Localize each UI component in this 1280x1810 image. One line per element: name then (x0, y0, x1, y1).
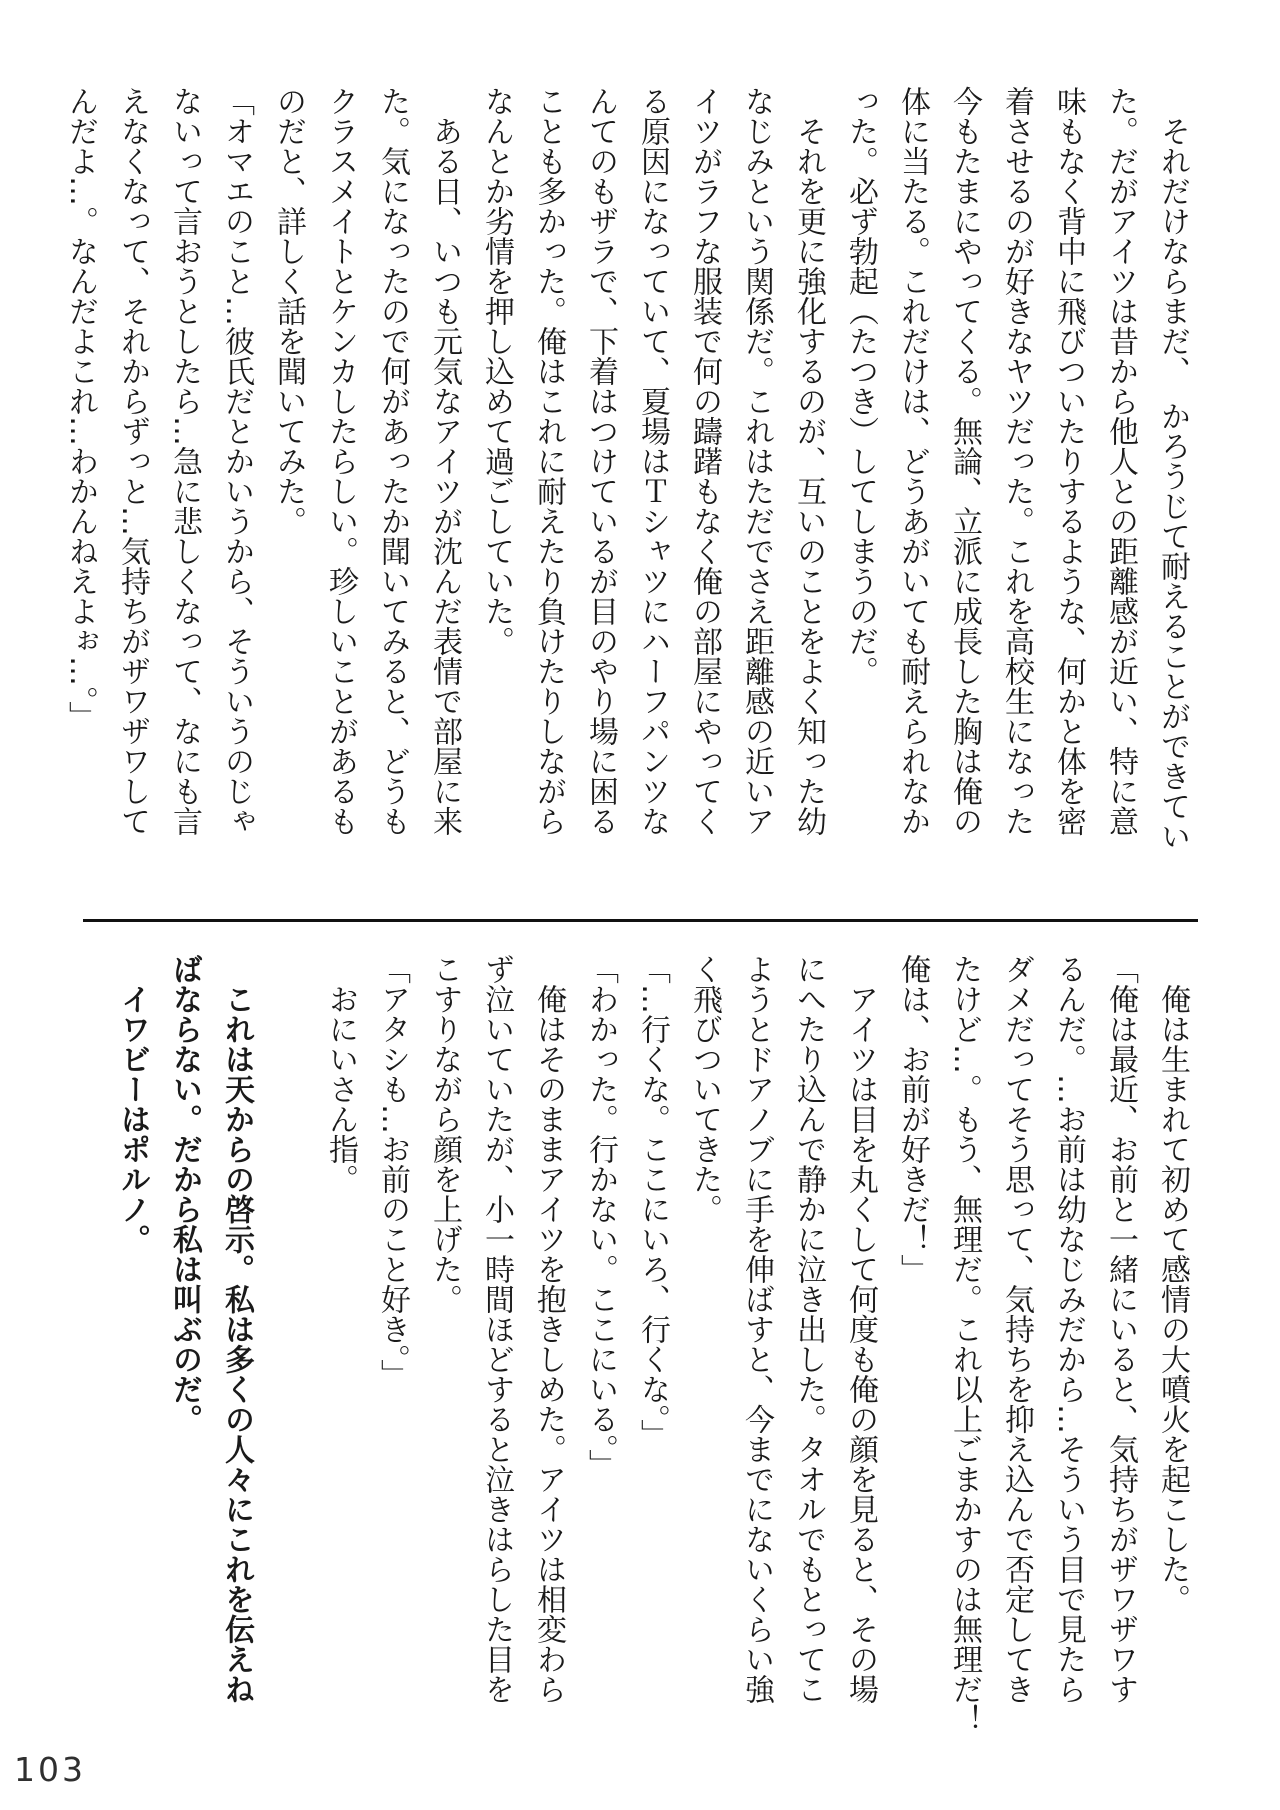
text-column: アイツは目を丸くして何度も俺の顔を見ると、その場 (843, 984, 878, 1704)
top-story-text-block (54, 86, 1198, 872)
text-column: 「アタシも…お前のこと好き。」 (375, 954, 410, 1389)
column-spacer (262, 954, 314, 964)
text-column: る原因になっていて、夏場はＴシャツにハーフパンツな (635, 86, 670, 836)
text-column: 今もたまにやってくる。無論、立派に成長した胸は俺の (947, 86, 982, 836)
text-column: 俺は生まれて初めて感情の大噴火を起こした。 (1155, 984, 1190, 1614)
text-column: 体に当たる。これだけは、どうあがいても耐えられなか (895, 86, 930, 836)
text-column: たけど…。もう、無理だ。これ以上ごまかすのは無理だ！ (947, 954, 982, 1734)
text-column: ないって言おうとしたら…急に悲しくなって、なにも言 (167, 86, 202, 836)
text-column: なんとか劣情を押し込めて過ごしていた。 (479, 86, 514, 656)
text-column: それを更に強化するのが、互いのことをよく知った幼 (791, 116, 826, 836)
text-column: にへたり込んで静かに泣き出した。タオルでもとってこ (791, 954, 826, 1704)
text-column: えなくなって、それからずっと…気持ちがザワザワして (115, 86, 150, 836)
text-column: 「わかった。行かない。ここにいる。」 (583, 954, 618, 1479)
text-column: 「…行くな。ここにいろ、行くな。」 (635, 954, 670, 1449)
text-column: く飛びついてきた。 (687, 954, 722, 1224)
text-column: これは天からの啓示。私は多くの人々にこれを伝えね (219, 984, 254, 1704)
text-column: ことも多かった。俺はこれに耐えたり負けたりしながら (531, 86, 566, 836)
page-number: 103 (14, 1750, 86, 1789)
text-column: ある日、いつも元気なアイツが沈んだ表情で部屋に来 (427, 116, 462, 836)
text-column: 「オマエのこと…彼氏だとかいうから、そういうのじゃ (219, 86, 254, 836)
text-column: るんだ。…お前は幼なじみだから…そういう目で見たら (1051, 954, 1086, 1704)
text-column: イワビーはポルノ。 (115, 984, 150, 1254)
text-column: 俺はそのままアイツを抱きしめた。アイツは相変わら (531, 984, 566, 1704)
text-column: 味もなく背中に飛びついたりするような、何かと体を密 (1051, 86, 1086, 836)
text-column: イツがラフな服装で何の躊躇もなく俺の部屋にやってく (687, 86, 722, 836)
text-column: った。必ず勃起（たつき）してしまうのだ。 (843, 86, 878, 686)
text-column: クラスメイトとケンカしたらしい。珍しいことがあるも (323, 86, 358, 836)
text-column: 俺は、お前が好きだ！」 (895, 954, 930, 1284)
text-column: んてのもザラで、下着はつけているが目のやり場に困る (583, 86, 618, 836)
text-column: ず泣いていたが、小一時間ほどすると泣きはらした目を (479, 954, 514, 1704)
text-column: ようとドアノブに手を伸ばすと、今までにないくらい強 (739, 954, 774, 1704)
text-column: なじみという関係だ。これはただでさえ距離感の近いア (739, 86, 774, 836)
text-column: こすりながら顔を上げた。 (427, 954, 462, 1314)
text-column: 「俺は最近、お前と一緒にいると、気持ちがザワザワす (1103, 954, 1138, 1704)
text-column: それだけならまだ、 かろうじて耐えることができてい (1155, 116, 1190, 851)
text-column: のだと、詳しく話を聞いてみた。 (271, 86, 306, 536)
text-column: た。気になったので何があったか聞いてみると、どうも (375, 86, 410, 836)
text-column: 着させるのが好きなヤツだった。これを高校生になった (999, 86, 1034, 836)
text-column: ばならない。だから私は叫ぶのだ。 (167, 954, 202, 1434)
text-column: ダメだってそう思って、気持ちを抑え込んで否定してき (999, 954, 1034, 1704)
text-column: た。だがアイツは昔から他人との距離感が近い、特に意 (1103, 86, 1138, 836)
bottom-story-text-block (106, 954, 1198, 1770)
text-column: おにいさん指。 (323, 984, 358, 1194)
section-divider (83, 919, 1198, 922)
text-column: んだよ…。なんだよこれ…わかんねえよぉ…。」 (63, 86, 98, 731)
